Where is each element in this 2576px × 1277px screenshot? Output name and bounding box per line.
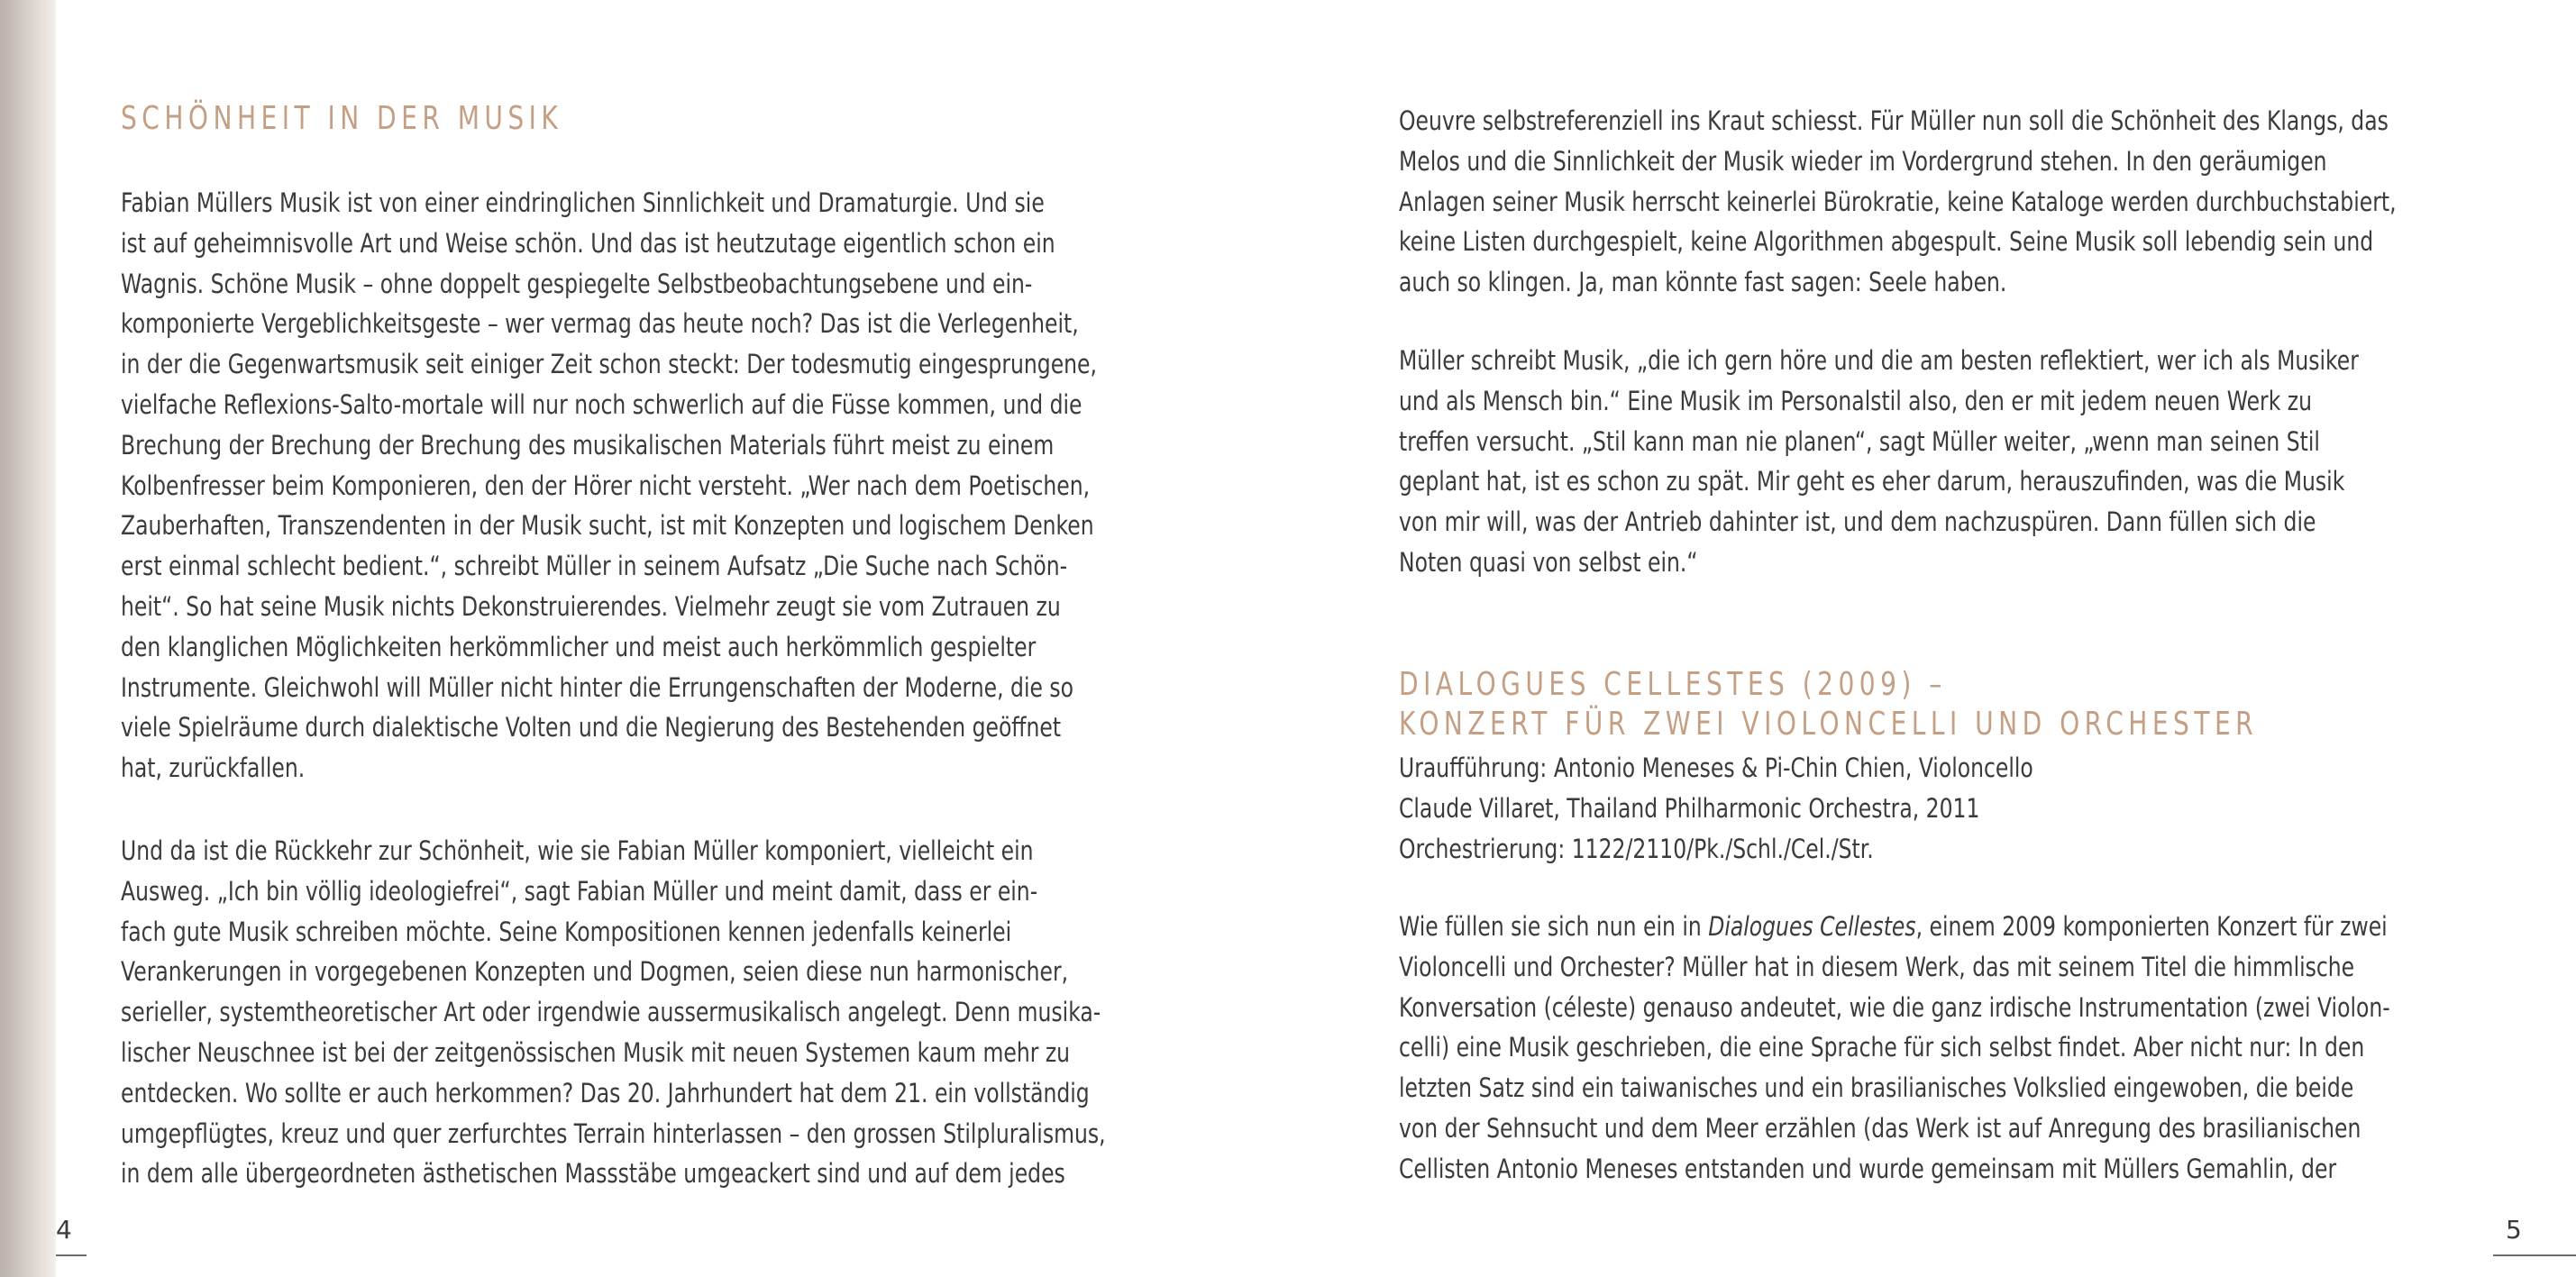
- text-line: letzten Satz sind ein taiwanisches und ein brasilianisches Volkslied eingewoben, die beide: [1399, 1072, 2354, 1104]
- text-line: Verankerungen in vorgegebenen Konzepten und Dogmen, seien diese nun harmonischer,: [121, 956, 1069, 988]
- text-line: komponierte Vergeblichkeitsgeste – wer vermag das heute noch? Das ist die Verlegenheit,: [121, 308, 1079, 340]
- text-line: von mir will, was der Antrieb dahinter ist, und dem nachzuspüren. Dann füllen sich die: [1399, 506, 2316, 538]
- text-line: keine Listen durchgespielt, keine Algorithmen abgespult. Seine Musik soll lebendig sein und: [1399, 226, 2374, 258]
- left-paragraph-1: [121, 183, 1326, 789]
- right-paragraph-2: [1399, 341, 2576, 583]
- text-line: in dem alle übergeordneten ästhetischen Massstäbe umgeackert sind und auf dem jedes: [121, 1158, 1065, 1190]
- text-line: Anlagen seiner Musik herrscht keinerlei Bürokratie, keine Kataloge werden durchbuchstabiert,: [1399, 186, 2397, 217]
- text-line: Cellisten Antonio Meneses entstanden und wurde gemeinsam mit Müllers Gemahlin, der: [1399, 1153, 2337, 1184]
- text-line: celli) eine Musik geschrieben, die eine Sprache für sich selbst findet. Aber nicht nur: In den: [1399, 1032, 2365, 1063]
- text-line: Melos und die Sinnlichkeit der Musik wieder im Vordergrund stehen. In den geräumigen: [1399, 145, 2327, 177]
- book-spine-shadow: [0, 0, 56, 1277]
- text-line: [1399, 907, 2390, 947]
- text-line: treffen versucht. „Stil kann man nie planen“, sagt Müller weiter, „wenn man seinen Stil: [1399, 425, 2320, 457]
- page-number-rule-left: [56, 1254, 87, 1256]
- text-line: Oeuvre selbstreferenziell ins Kraut schiesst. Für Müller nun soll die Schönheit des Klangs, das: [1399, 105, 2389, 136]
- work-heading-subtitle: KONZERT FÜR ZWEI VIOLONCELLI UND ORCHESTER: [1399, 706, 2259, 743]
- text-segment: Wie füllen sie sich nun ein in: [1399, 911, 1709, 942]
- text-line: in der die Gegenwartsmusik seit einiger Zeit schon steckt: Der todesmutig eingesprungene,: [121, 349, 1097, 380]
- text-line: geplant hat, ist es schon zu spät. Mir geht es eher darum, herauszufinden, was die Musik: [1399, 466, 2345, 497]
- section-heading-schoenheit: SCHÖNHEIT IN DER MUSIK: [121, 100, 563, 137]
- work-info: [1399, 748, 2182, 869]
- text-line: entdecken. Wo sollte er auch herkommen? Das 20. Jahrhundert hat dem 21. ein vollständig: [121, 1077, 1090, 1108]
- text-line: Kolbenfresser beim Komponieren, den der Hörer nicht versteht. „Wer nach dem Poetischen,: [121, 470, 1091, 501]
- premiere-line: Uraufführung: Antonio Meneses & Pi-Chin Chien, Violoncello: [1399, 753, 2033, 783]
- text-segment: , einem 2009 komponierten Konzert für zwei: [1915, 911, 2388, 942]
- left-paragraph-2: [121, 831, 1337, 1194]
- left-page: [121, 0, 1184, 1277]
- text-line: von der Sehnsucht und dem Meer erzählen (das Werk ist auf Anregung des brasilianischen: [1399, 1112, 2361, 1144]
- text-line: vielfache Reflexions-Salto-mortale will nur noch schwerlich auf die Füsse kommen, und die: [121, 388, 1082, 420]
- text-line: Brechung der Brechung der Brechung des musikalischen Materials führt meist zu einem: [121, 429, 1055, 461]
- right-paragraph-1: [1399, 101, 2576, 303]
- text-line: Violoncelli und Orchester? Müller hat in diesem Werk, das mit seinem Titel die himmlische: [1399, 951, 2355, 982]
- text-line: hat, zurückfallen.: [121, 753, 306, 784]
- text-line: Instrumente. Gleichwohl will Müller nicht hinter die Errungenschaften der Moderne, die so: [121, 671, 1074, 703]
- text-line: Wagnis. Schöne Musik – ohne doppelt gespiegelte Selbstbeobachtungsebene und ein-: [121, 268, 1033, 299]
- text-line: den klanglichen Möglichkeiten herkömmlicher und meist auch herkömmlich gespielter: [121, 631, 1037, 662]
- text-line: ist auf geheimnisvolle Art und Weise schön. Und das ist heutzutage eigentlich schon ein: [121, 227, 1055, 259]
- text-line: Noten quasi von selbst ein.“: [1399, 546, 1698, 578]
- text-line: heit“. So hat seine Musik nichts Dekonstruierendes. Vielmehr zeugt sie vom Zutrauen zu: [121, 590, 1061, 622]
- work-heading-title: DIALOGUES CELLESTES (2009) –: [1399, 666, 1947, 703]
- page-number-left: 4: [56, 1215, 72, 1245]
- text-line: serieller, systemtheoretischer Art oder irgendwie aussermusikalisch angelegt. Denn musika-: [121, 997, 1101, 1028]
- text-line: Ausweg. „Ich bin völlig ideologiefrei“, sagt Fabian Müller und meint damit, dass er ein-: [121, 875, 1038, 907]
- right-paragraph-3: [1399, 907, 2576, 1190]
- page-number-right: 5: [2506, 1215, 2522, 1245]
- text-line: Fabian Müllers Musik ist von einer eindringlichen Sinnlichkeit und Dramaturgie. Und sie: [121, 187, 1045, 218]
- orchestration-line: Orchestrierung: 1122/2110/Pk./Schl./Cel./Str.: [1399, 833, 1874, 864]
- text-line: fach gute Musik schreiben möchte. Seine Kompositionen kennen jedenfalls keinerlei: [121, 916, 1012, 947]
- text-line: Müller schreibt Musik, „die ich gern höre und die am besten reflektiert, wer ich als Musiker: [1399, 345, 2359, 376]
- text-line: Und da ist die Rückkehr zur Schönheit, wie sie Fabian Müller komponiert, vielleicht ein: [121, 835, 1034, 866]
- text-line: auch so klingen. Ja, man könnte fast sagen: Seele haben.: [1399, 267, 2007, 298]
- performers-line: Claude Villaret, Thailand Philharmonic Orchestra, 2011: [1399, 792, 1980, 824]
- text-line: erst einmal schlecht bedient.“, schreibt Müller in seinem Aufsatz „Die Suche nach Schön-: [121, 551, 1068, 582]
- text-line: und als Mensch bin.“ Eine Musik im Personalstil also, den er mit jedem neuen Werk zu: [1399, 385, 2313, 416]
- text-line: Zauberhaften, Transzendenten in der Musik sucht, ist mit Konzepten und logischem Denken: [121, 510, 1094, 542]
- right-page: [1399, 0, 2462, 1277]
- text-line: lischer Neuschnee ist bei der zeitgenössischen Musik mit neuen Systemen kaum mehr zu: [121, 1036, 1071, 1068]
- work-title-italic: Dialogues Cellestes: [1708, 911, 1916, 942]
- text-line: umgepflügtes, kreuz und quer zerfurchtes Terrain hinterlassen – den grossen Stilpluralismus,: [121, 1117, 1106, 1149]
- page-number-rule-right: [2493, 1254, 2576, 1256]
- text-line: viele Spielräume durch dialektische Volten und die Negierung des Bestehenden geöffnet: [121, 712, 1062, 743]
- text-line: Konversation (céleste) genauso andeutet, wie die ganz irdische Instrumentation (zwei Violon-: [1399, 991, 2390, 1023]
